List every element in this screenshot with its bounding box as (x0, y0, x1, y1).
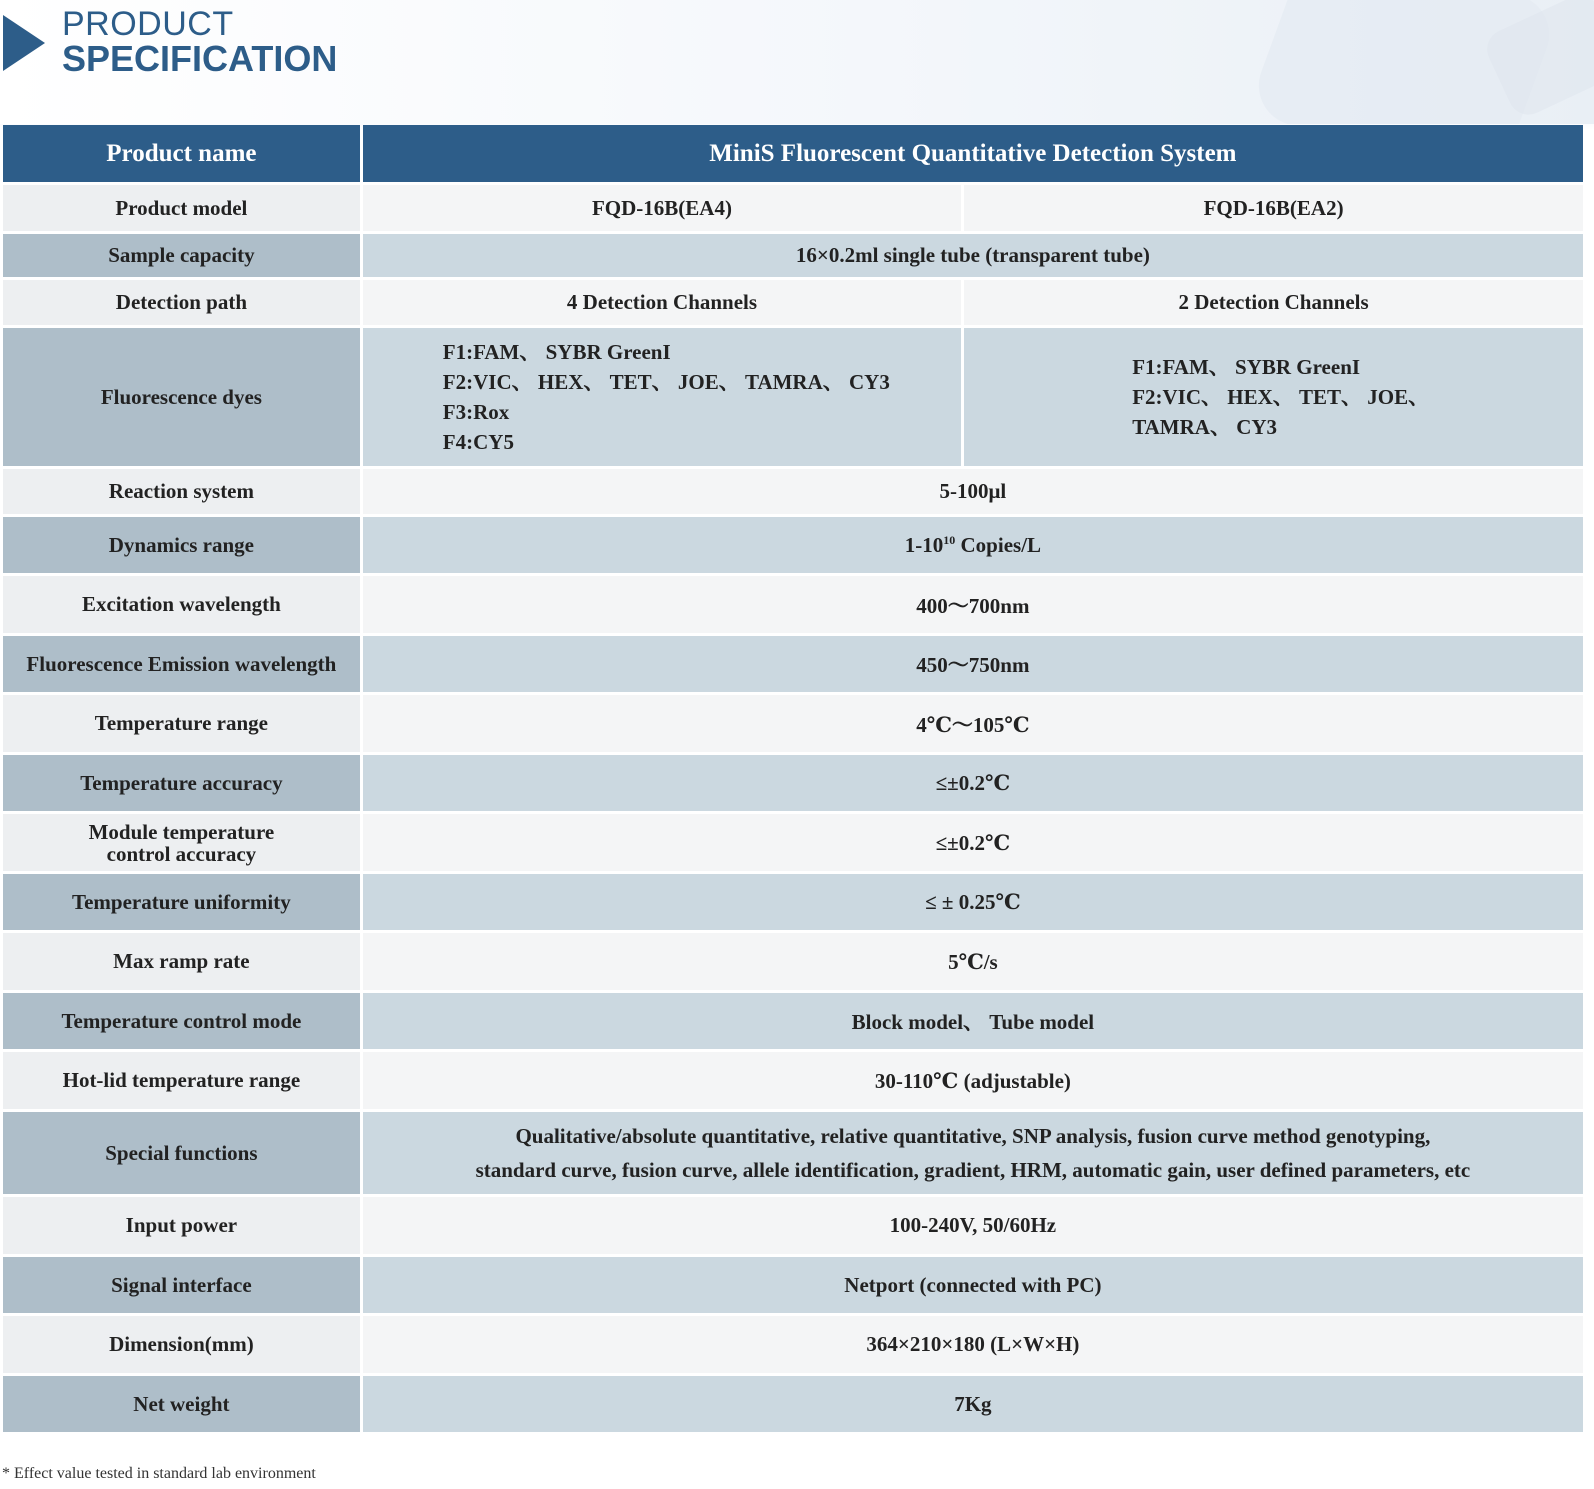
module-label (3, 814, 360, 871)
module-label-line: Module temperature (88, 819, 275, 844)
table-row (3, 874, 1583, 930)
table-row (3, 814, 1583, 871)
header-banner (0, 0, 1594, 124)
emission-label: Fluorescence Emission wavelength (3, 636, 360, 692)
table-row (3, 469, 1583, 514)
product-name-value: MiniS Fluorescent Quantitative Detection System (363, 125, 1583, 182)
special-line: standard curve, fusion curve, allele identification, gradient, HRM, automatic gain, user defined parameters, etc (475, 1158, 1471, 1182)
table-row (3, 234, 1583, 277)
temp-accuracy-value: ≤±0.2℃ (363, 755, 1583, 811)
table-row (3, 125, 1583, 182)
control-mode-label: Temperature control mode (3, 993, 360, 1049)
weight-value: 7Kg (363, 1376, 1583, 1432)
table-row (3, 636, 1583, 692)
table-row (3, 1257, 1583, 1313)
path-a-value: 4 Detection Channels (363, 280, 961, 325)
dyes-a-value (363, 328, 961, 466)
table-row (3, 1376, 1583, 1432)
ramp-label: Max ramp rate (3, 933, 360, 990)
table-row (3, 576, 1583, 633)
dye-line: F1:FAM、 SYBR GreenI (442, 340, 671, 364)
temp-range-value: 4℃～105℃ (363, 695, 1583, 752)
power-label: Input power (3, 1197, 360, 1254)
special-value (363, 1112, 1583, 1194)
dye-line: F4:CY5 (442, 430, 514, 454)
temp-range-label: Temperature range (3, 695, 360, 752)
model-label: Product model (3, 185, 360, 231)
dye-line: F2:VIC、 HEX、 TET、 JOE、 (1132, 385, 1430, 409)
dye-line: F3:Rox (442, 400, 510, 424)
special-label: Special functions (3, 1112, 360, 1194)
model-a-value: FQD-16B(EA4) (363, 185, 961, 231)
dimension-value: 364×210×180 (L×W×H) (363, 1316, 1583, 1373)
dyes-label: Fluorescence dyes (3, 328, 360, 466)
page-title-line2: SPECIFICATION (62, 38, 338, 79)
dye-line: F2:VIC、 HEX、 TET、 JOE、 TAMRA、 CY3 (442, 370, 890, 394)
reaction-label: Reaction system (3, 469, 360, 514)
emission-value: 450～750nm (363, 636, 1583, 692)
path-label: Detection path (3, 280, 360, 325)
model-b-value: FQD-16B(EA2) (964, 185, 1583, 231)
hotlid-value: 30-110℃ (adjustable) (363, 1052, 1583, 1109)
control-mode-value: Block model、 Tube model (363, 993, 1583, 1049)
table-row (3, 517, 1583, 573)
spec-table (0, 122, 1586, 1435)
table-row (3, 280, 1583, 325)
dye-line: TAMRA、 CY3 (1132, 415, 1278, 439)
power-value: 100-240V, 50/60Hz (363, 1197, 1583, 1254)
table-row (3, 185, 1583, 231)
table-row (3, 1316, 1583, 1373)
dynamics-unit: Copies/L (955, 532, 1042, 557)
temp-accuracy-label: Temperature accuracy (3, 755, 360, 811)
uniformity-label: Temperature uniformity (3, 874, 360, 930)
hotlid-label: Hot-lid temperature range (3, 1052, 360, 1109)
signal-value: Netport (connected with PC) (363, 1257, 1583, 1313)
dynamics-base: 1-10 (904, 532, 944, 557)
dynamics-label: Dynamics range (3, 517, 360, 573)
table-row (3, 695, 1583, 752)
path-b-value: 2 Detection Channels (964, 280, 1583, 325)
excitation-label: Excitation wavelength (3, 576, 360, 633)
page-title-line1: PRODUCT (62, 5, 234, 43)
dye-line: F1:FAM、 SYBR GreenI (1132, 355, 1361, 379)
signal-label: Signal interface (3, 1257, 360, 1313)
play-triangle-icon (3, 15, 45, 71)
reaction-value: 5-100μl (363, 469, 1583, 514)
module-label-line: control accuracy (106, 841, 257, 866)
special-line: Qualitative/absolute quantitative, relative quantitative, SNP analysis, fusion curve method genotyping, (515, 1124, 1431, 1148)
table-row (3, 328, 1583, 466)
table-row (3, 1052, 1583, 1109)
uniformity-value: ≤ ± 0.25℃ (363, 874, 1583, 930)
capacity-label: Sample capacity (3, 234, 360, 277)
ramp-value: 5℃/s (363, 933, 1583, 990)
table-row (3, 1112, 1583, 1194)
excitation-value: 400～700nm (363, 576, 1583, 633)
product-name-label: Product name (3, 125, 360, 182)
weight-label: Net weight (3, 1376, 360, 1432)
module-value: ≤±0.2℃ (363, 814, 1583, 871)
capacity-value: 16×0.2ml single tube (transparent tube) (363, 234, 1583, 277)
dynamics-value (363, 517, 1583, 573)
table-row (3, 755, 1583, 811)
table-row (3, 933, 1583, 990)
table-row (3, 1197, 1583, 1254)
footnote: * Effect value tested in standard lab environment (2, 1465, 316, 1482)
dynamics-exponent: 10 (943, 532, 956, 547)
dyes-b-value (964, 328, 1583, 466)
dimension-label: Dimension(mm) (3, 1316, 360, 1373)
table-row (3, 993, 1583, 1049)
